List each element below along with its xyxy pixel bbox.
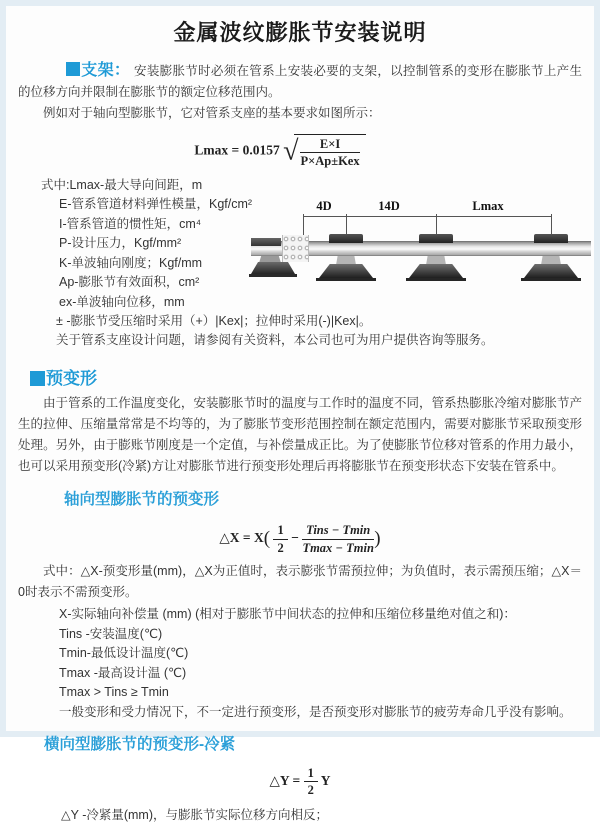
minus-sign: − <box>291 530 299 546</box>
lateral-subheading: 横向型膨胀节的预变形-冷紧 <box>44 736 236 753</box>
pipe-guide-support <box>521 198 581 293</box>
fixed-anchor-stem <box>259 256 281 263</box>
guide-base <box>409 264 463 278</box>
consulting-note: 关于管系支座设计问题，请参阅有关资料，本公司也可为用户提供咨询等服务。 <box>56 333 494 348</box>
guide-clamp <box>329 234 363 243</box>
axial-subheading: 轴向型膨胀节的预变形 <box>64 491 220 509</box>
temperature-fraction <box>302 523 374 555</box>
axial-items-list <box>6 605 594 722</box>
fixed-anchor-foot <box>249 274 297 277</box>
lmax-fraction-numerator: E×I <box>300 137 359 153</box>
dimension-label-14d: 14D <box>378 199 400 213</box>
pipe-guide-support <box>406 198 466 293</box>
half-denominator: 2 <box>277 540 284 555</box>
left-paren: ( <box>263 528 271 550</box>
right-paren: ) <box>374 528 381 550</box>
axial-explain-paragraph: 式中：△X-预变形量(mm)，△X为正值时，表示膨张节需预拉伸；为负值时，表示需预压缩；△X＝0时表示不需预变形。 <box>18 564 582 599</box>
definition-line: 式中:Lmax-最大导向间距，m <box>41 177 203 192</box>
predeform-section-label: 预变形 <box>46 369 97 389</box>
item-line: Tmax -最高设计温 (℃) <box>59 665 187 680</box>
radical-sign: √ <box>283 135 299 167</box>
lmax-formula <box>6 134 554 169</box>
guide-foot <box>521 278 581 281</box>
lmax-radicand <box>294 134 365 169</box>
kex-sign-note: ± -膨胀节受压缩时采用（+）|Kex|；拉伸时采用(-)|Kex|。 <box>56 314 372 329</box>
dimension-label-4d: 4D <box>316 199 332 213</box>
axial-formula-lhs: △X = X <box>219 530 264 546</box>
predeform-section-header <box>30 364 582 389</box>
lmax-fraction-denominator: P×Ap±Kex <box>300 154 360 169</box>
lateral-formula-lhs: △Y = <box>269 772 301 788</box>
support-paragraph <box>18 60 582 103</box>
half-numerator: 1 <box>304 766 318 782</box>
dimension-label-lmax: Lmax <box>472 199 504 213</box>
guide-foot <box>406 278 466 281</box>
axial-formula <box>6 523 594 555</box>
guide-base <box>319 264 373 278</box>
guide-foot <box>316 278 376 281</box>
item-line: X-实际轴向补偿量 (mm) (相对于膨胀节中间状态的拉伸和压缩位移量绝对值之和)： <box>59 607 516 621</box>
guide-stem <box>426 256 446 265</box>
definition-line: E-管系管道材料弹性模量，Kgf/cm² <box>59 197 253 212</box>
half-fraction <box>273 523 287 555</box>
guide-stem <box>541 256 561 265</box>
half-fraction <box>304 766 318 798</box>
lateral-formula-rhs: Y <box>320 772 331 788</box>
guide-base <box>524 264 578 278</box>
definition-line: ex-单波轴向位移，mm <box>59 294 185 309</box>
item-line: 一般变形和受力情况下，不一定进行预变形，是否预变形对膨胀节的疲劳寿命几乎没有影响。 <box>59 704 572 719</box>
item-line: Tins -安装温度(℃) <box>59 626 163 641</box>
item-line: Tmax > Tins ≥ Tmin <box>59 685 169 699</box>
bellows-icon <box>282 235 309 262</box>
pipe-guide-support <box>316 198 376 293</box>
fixed-anchor-base <box>251 262 295 274</box>
predeform-paragraph: 由于管系的工作温度变化，安装膨胀节时的温度与工作时的温度不同，管系热膨胀冷缩对膨胀节产生的拉伸、压缩量常常是不均等的，为了膨胀节变形范围控制在额定范围内，需要对膨胀节采取预变形处理。另外，由于膨账节刚度是一个定值，与补偿量成正比。为了使膨胀节位移对管系的作用力最小，也可以采用预变形(冷紧)方让对膨胀节进行预变形处理后再将膨胀节在预变形状态下安装在管系中。 <box>18 396 582 474</box>
guide-clamp <box>534 234 568 243</box>
definition-line: P-设计压力，Kgf/mm² <box>59 236 182 251</box>
definition-line: I-管系管道的惯性矩，cm⁴ <box>59 216 202 231</box>
section-bullet-icon <box>66 62 80 76</box>
support-example-line: 例如对于轴向型膨胀节，它对管系支座的基本要求如图所示： <box>43 106 381 120</box>
temperature-numerator: Tins − Tmin <box>302 523 374 539</box>
fixed-anchor-icon <box>251 238 281 246</box>
definition-line: K-单波轴向刚度；Kgf/mm <box>59 255 203 270</box>
temperature-denominator: Tmax − Tmin <box>302 540 374 555</box>
support-intro-text: 安装膨胀节时必须在管系上安装必要的支架，以控制管系的变形在膨胀节上产生的位移方向并限制在膨胀节的额定位移范围内。 <box>18 64 582 99</box>
page-title: 金属波纹膨胀节安装说明 <box>173 20 427 45</box>
lateral-note: △Y -冷紧量(mm)，与膨胀节实际位移方向相反； <box>61 807 329 822</box>
guide-clamp <box>419 234 453 243</box>
lmax-fraction <box>300 137 359 169</box>
support-section-label: 支架： <box>81 62 131 79</box>
half-numerator: 1 <box>273 523 287 539</box>
section-bullet-icon <box>30 371 45 386</box>
definition-line: Ap-膨胀节有效面积，cm² <box>59 275 200 290</box>
half-denominator: 2 <box>307 783 314 798</box>
lateral-formula <box>6 766 594 798</box>
pipe-support-diagram <box>251 198 601 293</box>
guide-stem <box>336 256 356 265</box>
lmax-formula-lhs: Lmax = 0.0157 <box>194 142 280 158</box>
item-line: Tmin-最低设计温度(℃) <box>59 646 189 660</box>
